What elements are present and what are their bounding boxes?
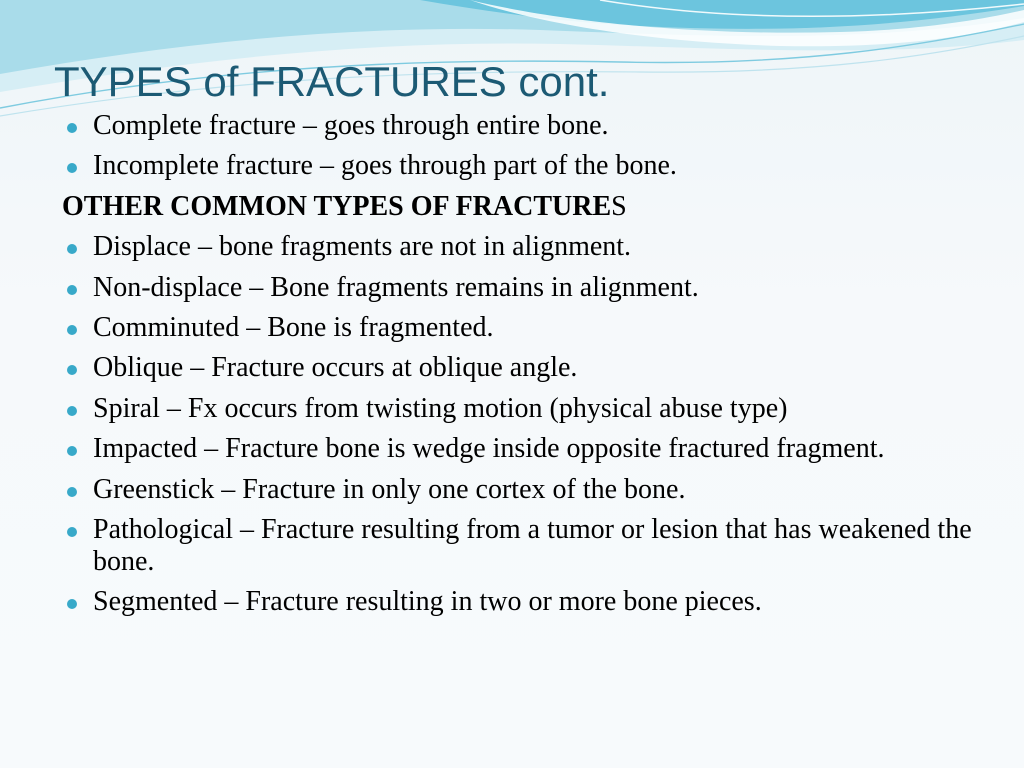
list-item-text: Complete fracture – goes through entire bone.	[93, 110, 609, 141]
list-item-text: Segmented – Fracture resulting in two or more bone pieces.	[93, 586, 762, 618]
bullet-dot-icon	[67, 163, 77, 173]
section-heading-tail: S	[611, 190, 627, 222]
list-item	[62, 586, 982, 618]
bullet-dot-icon	[67, 487, 77, 497]
list-item	[62, 352, 982, 384]
list-item	[62, 272, 982, 304]
bullet-dot-icon	[67, 325, 77, 335]
bullet-dot-icon	[67, 285, 77, 295]
bullet-dot-icon	[67, 123, 77, 133]
list-item-text: Comminuted – Bone is fragmented.	[93, 311, 494, 343]
bullet-dot-icon	[67, 406, 77, 416]
list-item	[62, 312, 982, 344]
list-item	[62, 150, 982, 182]
list-item	[62, 231, 982, 263]
slide-title: TYPES of FRACTURES cont.	[54, 58, 610, 105]
slide-content-list	[62, 110, 982, 627]
list-item-text: Oblique – Fracture occurs at oblique angle.	[93, 352, 578, 384]
list-item	[62, 433, 982, 465]
list-item-text: Non-displace – Bone fragments remains in alignment.	[93, 271, 699, 303]
list-item-text: Spiral – Fx occurs from twisting motion (physical abuse type)	[93, 392, 788, 424]
section-heading	[62, 191, 982, 223]
bullet-dot-icon	[67, 527, 77, 537]
section-heading-text: OTHER COMMON TYPES OF FRACTURE	[62, 190, 612, 222]
bullet-dot-icon	[67, 446, 77, 456]
list-item-text: Pathological – Fracture resulting from a tumor or lesion that has weakened the bone.	[93, 513, 972, 577]
list-item-text: Incomplete fracture – goes through part of the bone.	[93, 150, 677, 182]
list-item-text: Impacted – Fracture bone is wedge inside opposite fractured fragment.	[93, 433, 885, 465]
bullet-dot-icon	[67, 244, 77, 254]
list-item	[62, 474, 982, 506]
list-item-text: Greenstick – Fracture in only one cortex of the bone.	[93, 473, 686, 505]
list-item-text: Displace – bone fragments are not in alignment.	[93, 231, 632, 263]
list-item	[62, 393, 982, 425]
list-item	[62, 110, 982, 142]
bullet-dot-icon	[67, 365, 77, 375]
list-item	[62, 514, 982, 578]
bullet-dot-icon	[67, 599, 77, 609]
